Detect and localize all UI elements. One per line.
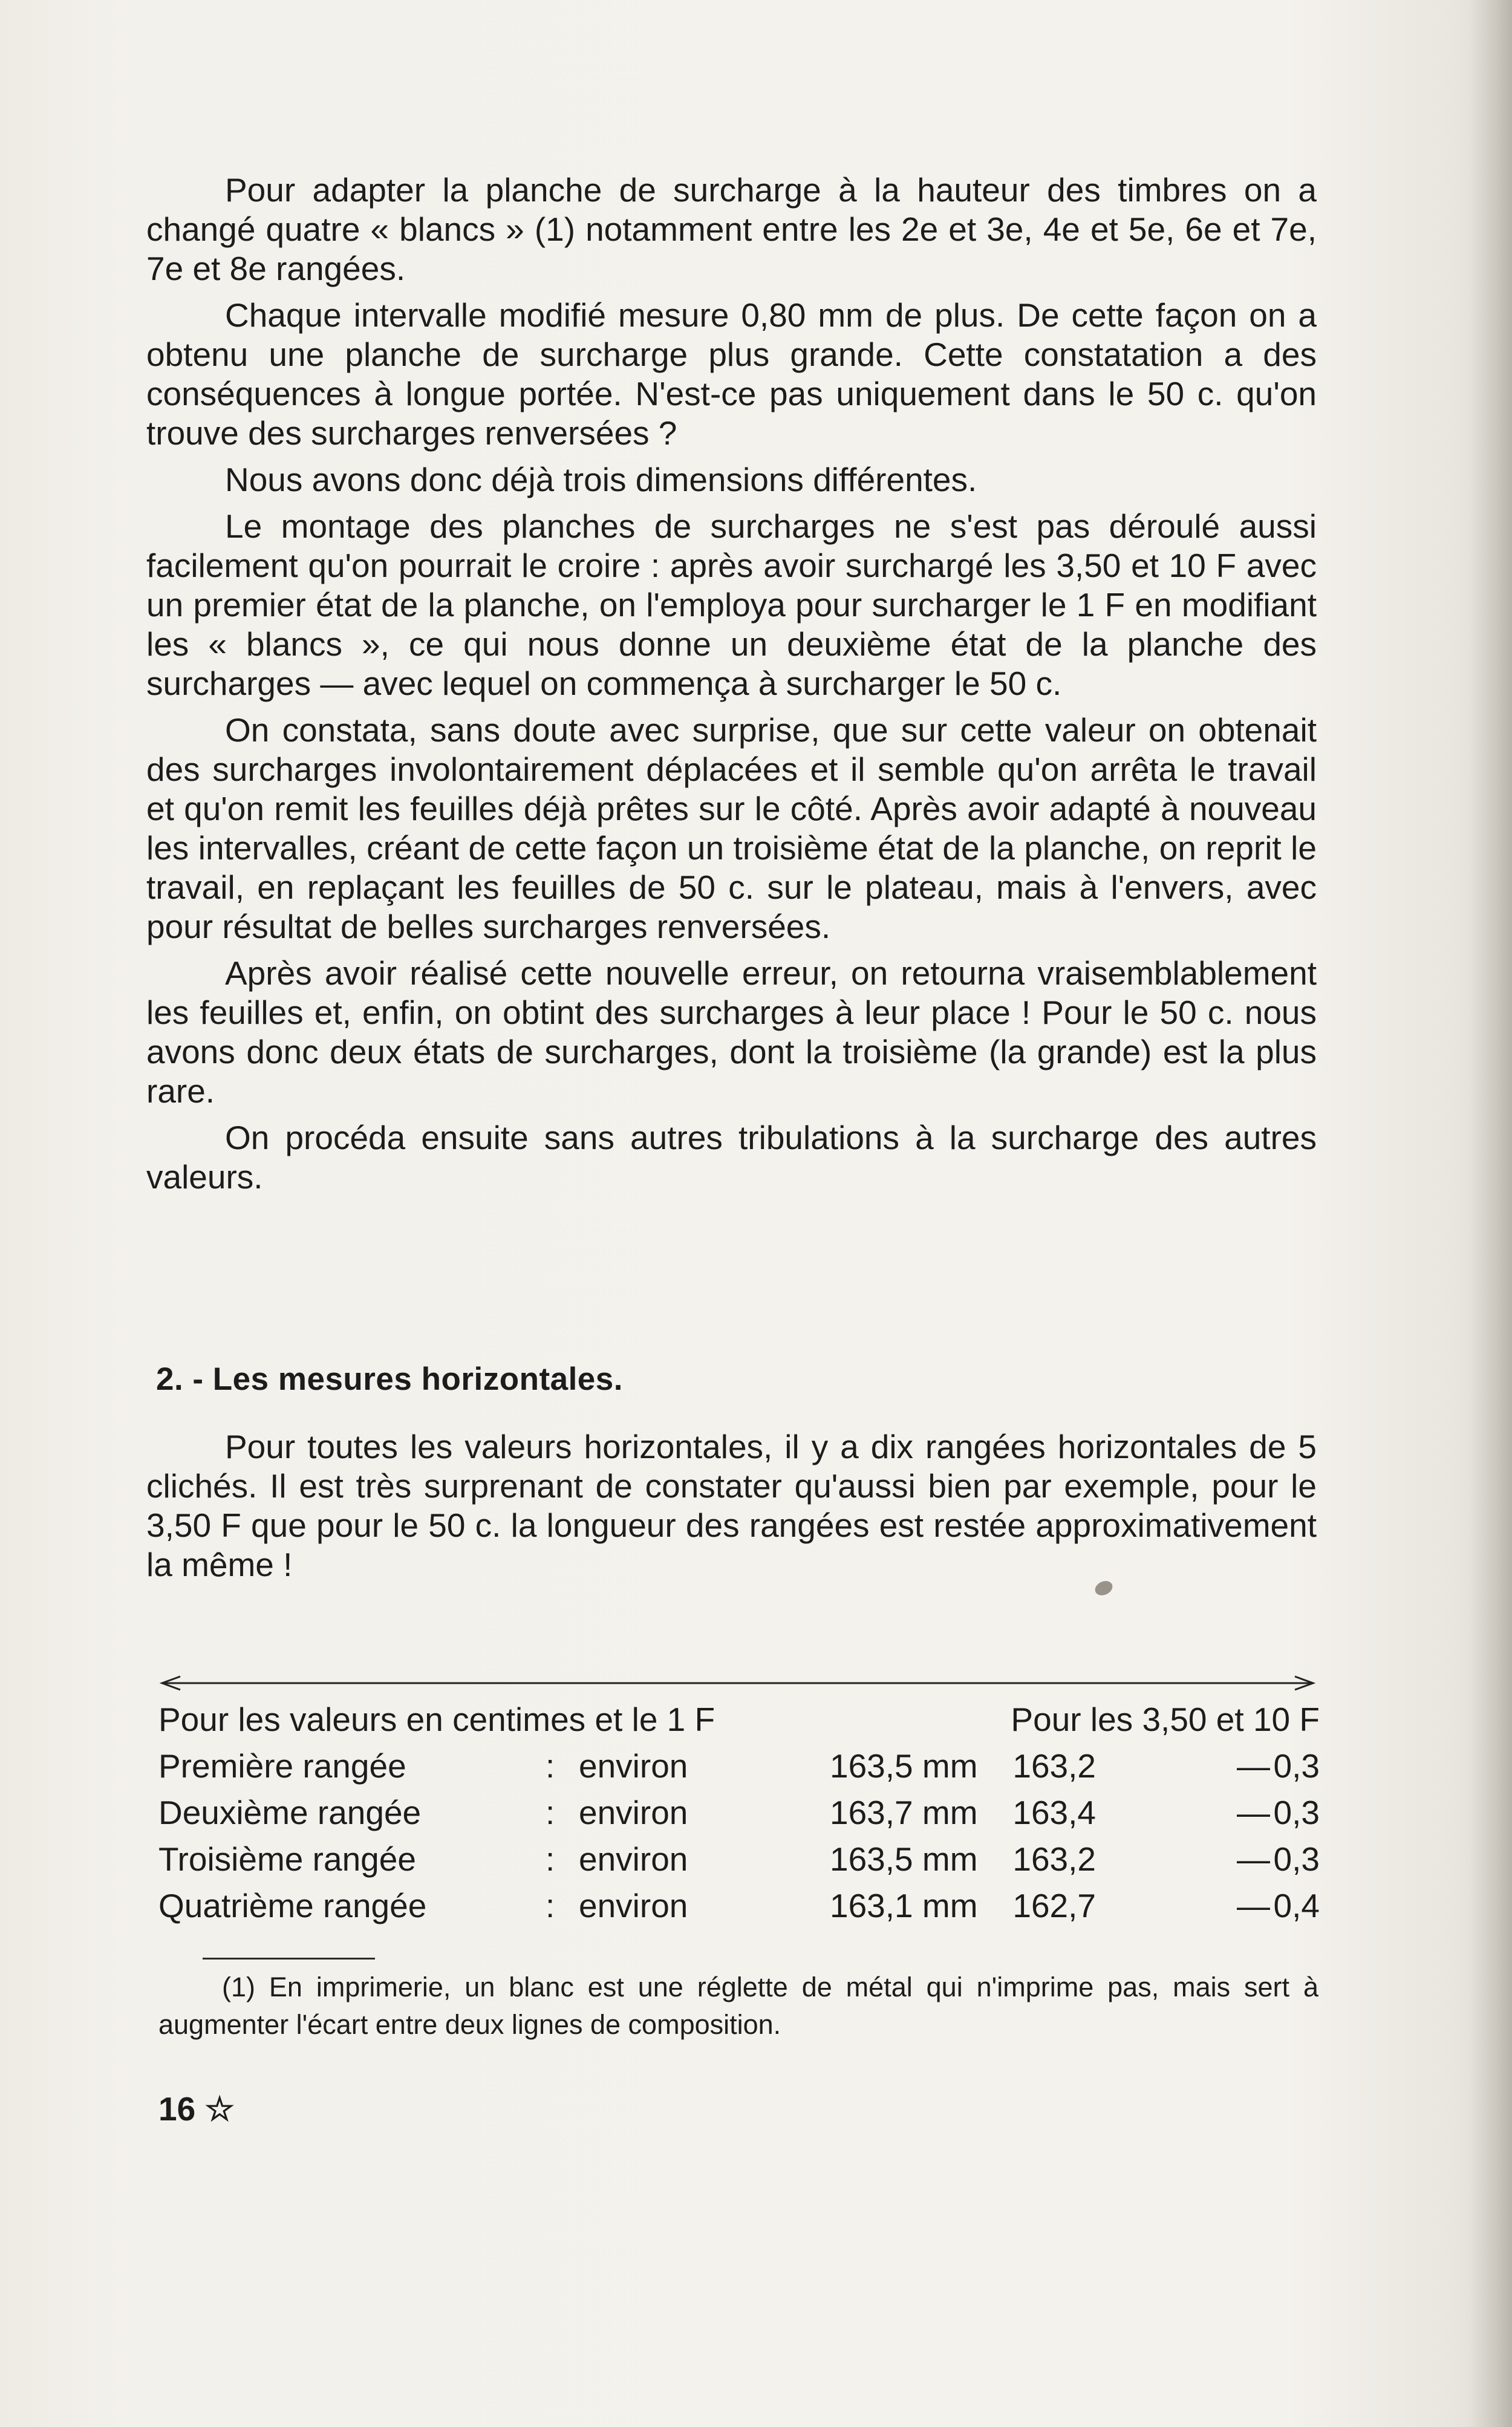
table-row [158,1745,1320,1791]
measurement-table [158,1698,1320,1931]
paragraph-4: Le montage des planches de surcharges ne s'est pas déroulé aussi facilement qu'on pourrait le croire : après avoir surchargé les 3,50 et 10 F avec un premier état de la planche, on l'employa pour surcharger le 1 F en modifiant les « blancs », ce qui nous donne un deuxième état de la planche des surcharges — avec lequel on commença à surcharger le 50 c. [146,507,1317,702]
row-approx: environ [579,1840,688,1878]
row-colon: : [546,1794,555,1831]
page-binding-shadow [1470,0,1512,2427]
table-row [158,1885,1320,1931]
footnote-rule [203,1958,375,1960]
header-right: Pour les 3,50 et 10 F [1011,1701,1320,1738]
row-colon: : [546,1887,555,1924]
section-paragraph: Pour toutes les valeurs horizontales, il y a dix rangées horizontales de 5 clichés. Il est très surprenant de constater qu'aussi bien par exemple, pour le 3,50 F que pour le 50 c. la longueur des rangées est restée approximativement la même ! [146,1428,1317,1583]
section-heading: 2. - Les mesures horizontales. [156,1361,623,1397]
row-value-centimes: 163,7 mm [830,1794,978,1831]
row-difference: 0,3 [1273,1840,1320,1878]
row-value-francs: 163,4 [1012,1794,1096,1831]
row-label: Troisième rangée [158,1840,416,1878]
paragraph-7: On procéda ensuite sans autres tribulations à la surcharge des autres valeurs. [146,1119,1317,1196]
row-value-centimes: 163,1 mm [830,1887,978,1924]
double-arrow-icon [158,1674,1317,1692]
paragraph-2: Chaque intervalle modifié mesure 0,80 mm de plus. De cette façon on a obtenu une planche de surcharge plus grande. Cette constatation a des conséquences à longue portée. N'est-ce pas uniquement dans le 50 c. qu'on trouve des surcharges renversées ? [146,296,1317,452]
row-difference: 0,4 [1273,1887,1320,1924]
row-colon: : [546,1747,555,1785]
row-dash: — [1237,1840,1270,1878]
header-left: Pour les valeurs en centimes et le 1 F [158,1701,715,1738]
paragraph-3: Nous avons donc déjà trois dimensions différentes. [225,461,977,498]
row-difference: 0,3 [1273,1794,1320,1831]
row-difference: 0,3 [1273,1747,1320,1785]
table-header-row [158,1698,1320,1745]
section-body [146,1427,1317,1585]
row-dash: — [1237,1794,1270,1831]
row-value-centimes: 163,5 mm [830,1840,978,1878]
table-row [158,1791,1320,1838]
row-label: Quatrième rangée [158,1887,427,1924]
row-value-francs: 163,2 [1012,1747,1096,1785]
row-value-francs: 163,2 [1012,1840,1096,1878]
row-dash: — [1237,1887,1270,1924]
row-approx: environ [579,1794,688,1831]
row-value-francs: 162,7 [1012,1887,1096,1924]
row-label: Première rangée [158,1747,406,1785]
table-row [158,1838,1320,1885]
paragraph-5: On constata, sans doute avec surprise, que sur cette valeur on obtenait des surcharges involontairement déplacées et il semble qu'on arrêta le travail et qu'on remit les feuilles déjà prêtes sur le côté. Après avoir adapté à nouveau les intervalles, créant de cette façon un troisième état de la planche, on reprit le travail, en replaçant les feuilles de 50 c. sur le plateau, mais à l'envers, avec pour résultat de belles surcharges renversées. [146,711,1317,945]
paragraph-1: Pour adapter la planche de surcharge à la hauteur des timbres on a changé quatre « blancs » (1) notamment entre les 2e et 3e, 4e et 5e, 6e et 7e, 7e et 8e rangées. [146,171,1317,287]
footnote [158,1969,1318,2044]
paragraph-6: Après avoir réalisé cette nouvelle erreur, on retourna vraisemblablement les feuilles et, enfin, on obtint des surcharges à leur place ! Pour le 50 c. nous avons donc deux états de surcharges, dont la troisième (la grande) est la plus rare. [146,954,1317,1110]
body-text [146,171,1317,1197]
row-approx: environ [579,1747,688,1785]
page-number: 16 ☆ [158,2090,235,2128]
footnote-text: (1) En imprimerie, un blanc est une réglette de métal qui n'imprime pas, mais sert à augmenter l'écart entre deux lignes de composition. [158,1972,1318,2040]
row-label: Deuxième rangée [158,1794,422,1831]
row-approx: environ [579,1887,688,1924]
row-value-centimes: 163,5 mm [830,1747,978,1785]
row-dash: — [1237,1747,1270,1785]
row-colon: : [546,1840,555,1878]
